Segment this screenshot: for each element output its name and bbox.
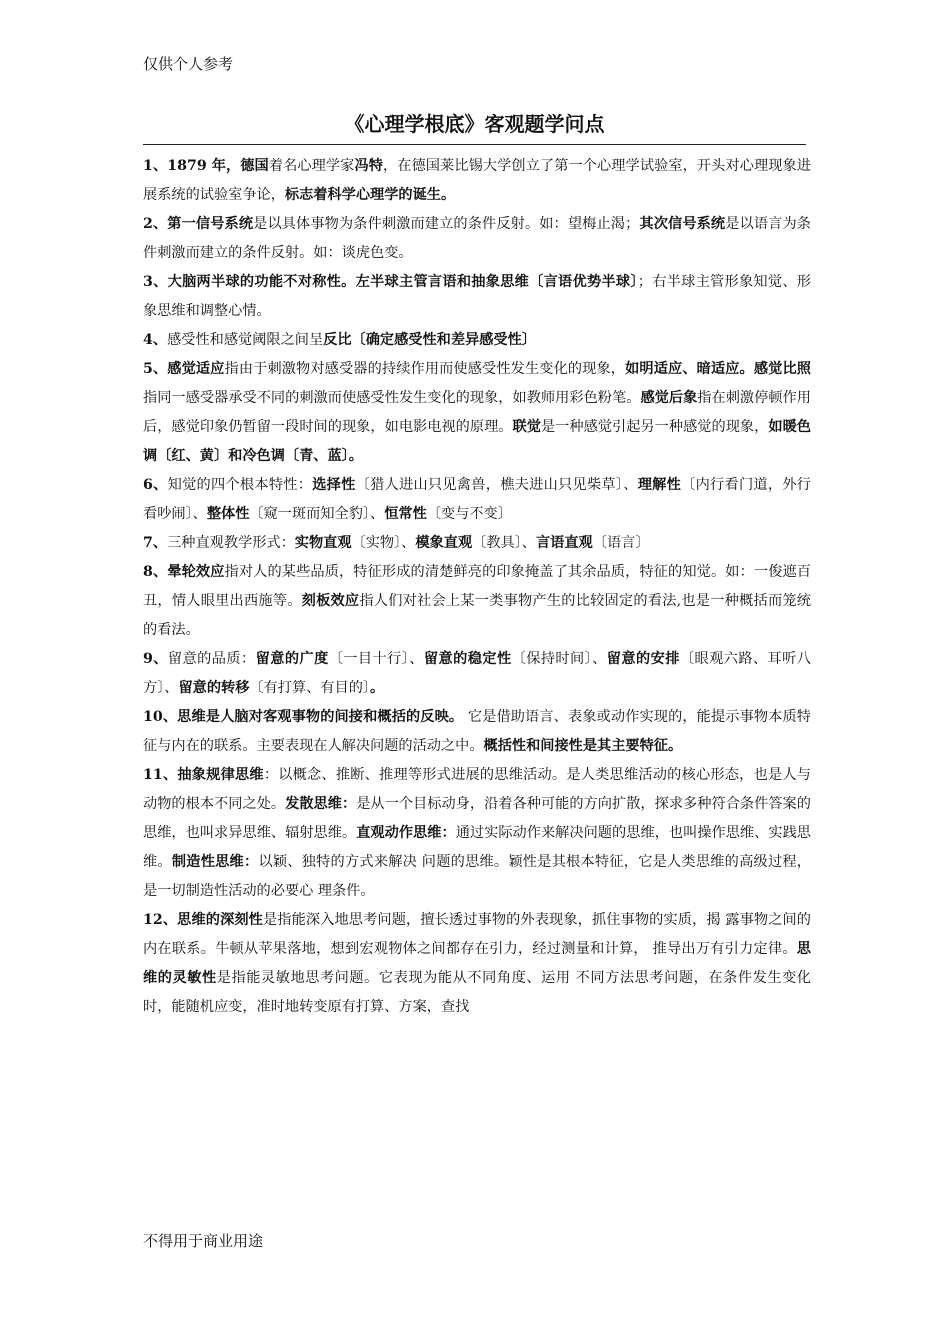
text-run: 是指能灵敏地思考问题。它表现为能从不同角度、运用 不同方法思考问题，在条件发生变化时，能随机应变，准时地转变原有打算、方案，查找 — [143, 970, 811, 1015]
bold-text-run: 8、 — [143, 564, 168, 580]
text-run: 着名心理学家 — [268, 158, 355, 174]
bold-text-run: 概括性和间接性是其主要特征。 — [483, 738, 683, 754]
bold-text-run: 感觉后象 — [640, 390, 698, 406]
text-run: 〔语言〕 — [592, 535, 650, 551]
bold-text-run: 标志着科学心理学的诞生。 — [284, 187, 456, 203]
text-run: 指在刺激停顿作用后，感觉印象仍暂留一段时间的现象，如电影电视的原理。 — [143, 390, 811, 435]
text-run: 是指能深入地思考问题，擅长透过事物的外表现象，抓住事物的实质，揭 露事物之间的内在联系。牛顿从苹果落地，想到宏观物体之间都存在引力，经过测量和计算， 推导出万有引力定律。 — [143, 912, 811, 957]
bold-text-run: 2、 — [143, 216, 168, 232]
text-run: ；右半球主管形象知觉、形象思维和调整心情。 — [143, 274, 811, 319]
text-run: 〔保持时间〕、 — [511, 651, 607, 667]
text-run: 指人们对社会上某一类事物产生的比较固定的看法,也是一种概括而笼统的看法。 — [143, 593, 811, 638]
bold-text-run: 9、 — [143, 651, 168, 667]
bold-text-run: 如暖色调〔红、黄〕和冷色调〔青、蓝〕。 — [143, 419, 811, 464]
bold-text-run: 10、思维是人脑对客观事物的间接和概括的反映。 — [143, 709, 464, 725]
bold-text-run: 冯特 — [354, 158, 383, 174]
bold-text-run: 如明适应、暗适应。感觉比照 — [625, 361, 811, 377]
text-run: 〔窥一斑而知全豹〕、 — [249, 506, 385, 522]
bold-text-run: 直观动作思维： — [356, 825, 456, 841]
text-run: 感受性和感觉阈限之间呈 — [167, 332, 324, 348]
text-run: 是从一个目标动身，沿着各种可能的方向扩散，探求多种符合条件答案的思维，也叫求异思维、辐射思维。 — [143, 796, 811, 841]
bold-text-run: 思维的灵敏性 — [143, 941, 811, 986]
bold-text-run: 实物直观 — [294, 535, 352, 551]
bold-text-run: 德国 — [240, 158, 269, 174]
text-run: 指同一感受器承受不同的刺激而使感受性发生变化的现象，如教师用彩色粉笔。 — [143, 390, 641, 406]
text-run: 是以语言为条件刺激而建立的条件反射。如：谈虎色变。 — [143, 216, 811, 261]
bold-text-run: 第一信号系统 — [167, 216, 254, 232]
text-run: 指由于刺激物对感受器的持续作用而使感受性发生变化的现象， — [224, 361, 626, 377]
text-run: 知觉的四个根本特性： — [167, 477, 313, 493]
bold-text-run: 发散思维： — [285, 796, 357, 812]
knowledge-item — [143, 268, 811, 326]
bold-text-run: 12、思维的深刻性 — [143, 912, 263, 928]
bold-text-run: 5、 — [143, 361, 168, 377]
bold-text-run: 留意的转移 — [178, 680, 250, 696]
text-run: 〔猎人进山只见禽兽，樵夫进山只见柴草〕、 — [355, 477, 638, 493]
document-title: 《心理学根底》客观题学问点 — [344, 112, 605, 136]
knowledge-item — [143, 326, 811, 355]
knowledge-item — [143, 558, 811, 645]
text-run: 它是借助语言、表象或动作实现的，能提示事物本质特征与内在的联系。主要表现在人解决问题的活动之中。 — [143, 709, 811, 754]
text-run: 三种直观教学形式： — [167, 535, 295, 551]
text-run: ：以概念、推断、推理等形式进展的思维活动。是人类思维活动的核心形态，也是人与动物的根本不同之处。 — [143, 767, 811, 812]
bold-text-run: 3、大脑两半球的功能不对称性。左半球主管言语和抽象思维〔言语优势半球〕 — [143, 274, 638, 290]
text-run: ，在德国莱比锡大学创立了第一个心理学试验室，开头对心理现象进展系统的试验室争论， — [143, 158, 811, 203]
text-run: 〔实物〕、 — [351, 535, 416, 551]
bold-text-run: 6、 — [143, 477, 168, 493]
knowledge-item — [143, 355, 811, 471]
bold-text-run: 其次信号系统 — [639, 216, 726, 232]
text-run: 〔教具〕、 — [472, 535, 536, 551]
bold-text-run: 晕轮效应 — [167, 564, 225, 580]
bold-text-run: 11、抽象规律思维 — [143, 767, 264, 783]
knowledge-item — [143, 210, 811, 268]
page-header: 仅供个人参考 — [143, 55, 234, 73]
bold-text-run: 模象直观 — [415, 535, 473, 551]
bold-text-run: 反比〔确定感受性和差异感受性〕 — [323, 332, 536, 348]
knowledge-item — [143, 471, 811, 529]
document-body — [143, 152, 811, 1022]
text-run: 〔一目十行〕、 — [328, 651, 424, 667]
text-run: 指对人的某些品质，特征形成的清楚鲜亮的印象掩盖了其余品质，特征的知觉。如：一俊遮百丑，情人眼里出西施等。 — [143, 564, 811, 609]
bold-text-run: 刻板效应 — [301, 593, 360, 609]
text-run: 〔变与不变〕 — [426, 506, 512, 522]
text-run: 通过实际动作来解决问题的思维，也叫操作思维、实践思维。 — [143, 825, 811, 870]
bold-text-run: 。 — [370, 680, 385, 696]
knowledge-item — [143, 645, 811, 703]
text-run: 留意的品质： — [167, 651, 256, 667]
bold-text-run: 1、1879 年， — [143, 158, 241, 174]
bold-text-run: 理解性 — [637, 477, 682, 493]
bold-text-run: 选择性 — [312, 477, 356, 493]
bold-text-run: 制造性思维： — [171, 854, 259, 870]
knowledge-item — [143, 906, 811, 1022]
page-footer: 不得用于商业用途 — [143, 1232, 264, 1250]
knowledge-item — [143, 761, 811, 906]
bold-text-run: 留意的安排 — [606, 651, 680, 667]
bold-text-run: 言语直观 — [535, 535, 593, 551]
text-run: 〔有打算、有目的〕 — [249, 680, 371, 696]
title-divider — [143, 144, 806, 145]
bold-text-run: 4、 — [143, 332, 168, 348]
bold-text-run: 感觉适应 — [167, 361, 225, 377]
text-run: 是一种感觉引起另一种感觉的现象， — [540, 419, 769, 435]
text-run: 〔眼观六路、耳听八方〕、 — [143, 651, 811, 696]
text-run: 以颖、独特的方式来解决 问题的思维。颖性是其根本特征，它是人类思维的高级过程，是一切制造性活动的必要心 理条件。 — [143, 854, 811, 899]
text-run: 是以具体事物为条件刺激而建立的条件反射。如：望梅止渴； — [253, 216, 640, 232]
knowledge-item — [143, 152, 811, 210]
knowledge-item — [143, 529, 811, 558]
bold-text-run: 留意的广度 — [255, 651, 329, 667]
knowledge-item — [143, 703, 811, 761]
bold-text-run: 恒常性 — [384, 506, 427, 522]
text-run: 〔内行看门道，外行看吵闹〕、 — [143, 477, 811, 522]
bold-text-run: 留意的稳定性 — [423, 651, 512, 667]
bold-text-run: 7、 — [143, 535, 168, 551]
bold-text-run: 联觉 — [512, 419, 541, 435]
bold-text-run: 整体性 — [206, 506, 250, 522]
